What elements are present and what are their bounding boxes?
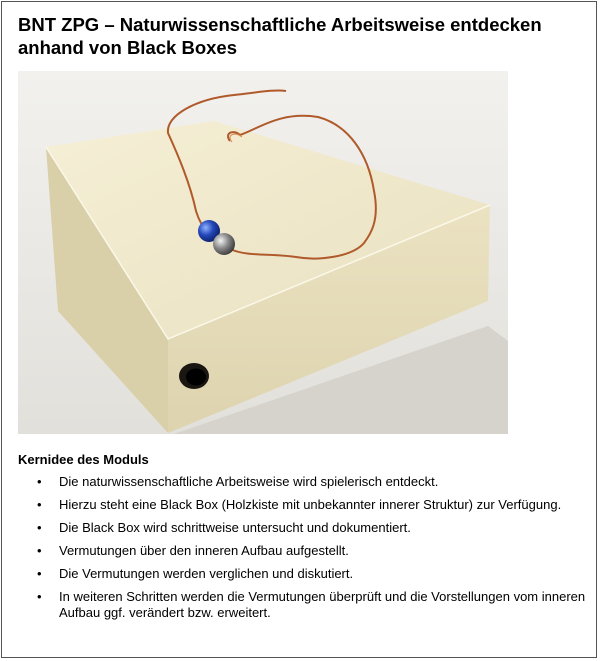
module-heading: Kernidee des Moduls	[18, 452, 149, 467]
list-item-text: Die naturwissenschaftliche Arbeitsweise wird spielerisch entdeckt.	[59, 474, 439, 489]
list-item	[18, 566, 588, 582]
list-item-text: Vermutungen über den inneren Aufbau aufgestellt.	[59, 543, 349, 558]
black-box-photo	[18, 71, 508, 434]
list-item-text: In weiteren Schritten werden die Vermutungen überprüft und die Vorstellungen vom inneren Aufbau ggf. verändert bzw. erweitert.	[59, 589, 586, 620]
bullet-icon: •	[37, 520, 42, 535]
list-item	[18, 520, 588, 536]
list-item-text: Die Black Box wird schrittweise untersucht und dokumentiert.	[59, 520, 411, 535]
list-item	[18, 543, 588, 559]
page-title: BNT ZPG – Naturwissenschaftliche Arbeitsweise entdecken anhand von Black Boxes	[18, 14, 542, 58]
bullet-icon: •	[37, 474, 42, 489]
bullet-icon: •	[37, 566, 42, 581]
list-item-text: Die Vermutungen werden verglichen und diskutiert.	[59, 566, 354, 581]
module-bullet-list	[18, 474, 588, 628]
list-item	[18, 497, 588, 513]
bullet-icon: •	[37, 497, 42, 512]
bullet-icon: •	[37, 589, 42, 604]
list-item	[18, 474, 588, 490]
steel-ball	[213, 233, 235, 255]
list-item-text: Hierzu steht eine Black Box (Holzkiste mit unbekannter innerer Struktur) zur Verfügung.	[59, 497, 562, 512]
bullet-icon: •	[37, 543, 42, 558]
list-item	[18, 589, 588, 621]
